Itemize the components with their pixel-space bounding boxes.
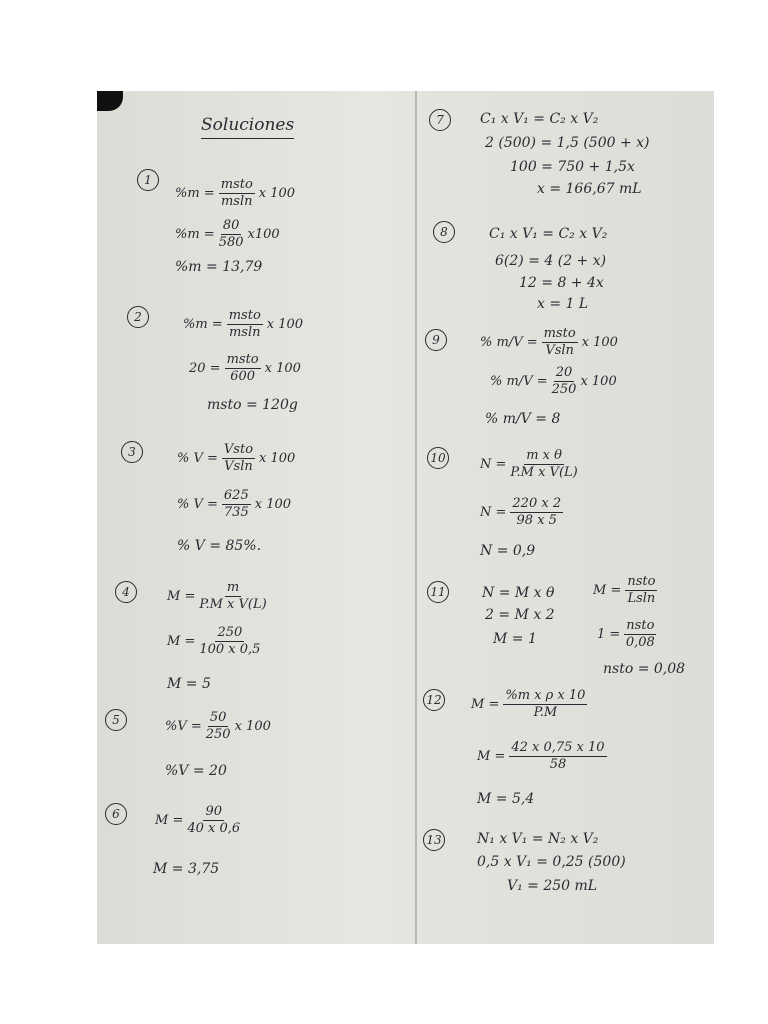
- solution-13-line-2: 0,5 x V₁ = 0,25 (500): [477, 854, 626, 870]
- photo-dark-corner: [97, 91, 123, 111]
- solution-11-right-result: nsto = 0,08: [603, 661, 686, 677]
- problem-number-8: 8: [433, 221, 455, 243]
- solution-4-line-2: M = $\frac{250}{100 x 0,5}$: [167, 625, 261, 657]
- solution-11-line-3: M = 1: [493, 631, 537, 647]
- problem-number-4: 4: [115, 581, 137, 603]
- solution-7-line-2: 2 (500) = 1,5 (500 + x): [485, 135, 650, 151]
- problem-number-6: 6: [105, 803, 127, 825]
- solution-1-line-1: %m = msto msln x 100: [175, 177, 296, 209]
- solution-4-line-1: M = $\frac{m}{\text{P.M x V(L)}}$: [167, 580, 267, 612]
- solution-8-line-1: C₁ x V₁ = C₂ x V₂: [489, 226, 608, 242]
- problem-number-12: 12: [423, 689, 445, 711]
- solution-7-line-3: 100 = 750 + 1,5x: [510, 159, 635, 175]
- solution-9-line-2: % m/V = $\frac{20}{250}$ x 100: [490, 365, 617, 397]
- solution-12-line-2: M = $\frac{42 x 0,75 x 10}{58}$: [477, 740, 605, 772]
- solution-10-line-1: N = $\frac{\text{m x θ}}{\text{P.M x V(L)}}$: [480, 448, 578, 480]
- problem-number-13: 13: [423, 829, 445, 851]
- solution-11-line-2: 2 = M x 2: [485, 607, 555, 623]
- page-title: Soluciones: [201, 115, 294, 139]
- solution-6-line-1: M = $\frac{90}{40 x 0,6}$: [155, 804, 241, 836]
- solution-3-line-2: % V = $\frac{625}{735}$ x 100: [177, 488, 292, 520]
- solution-2-result: msto = 120g: [207, 397, 298, 413]
- solution-2-line-2: 20 = msto 600 x 100: [189, 352, 301, 384]
- problem-number-7: 7: [429, 109, 451, 131]
- solution-6-result: M = 3,75: [153, 861, 220, 877]
- solution-5-line-1: %V = $\frac{50}{250}$ x 100: [165, 710, 271, 742]
- problem-number-10: 10: [427, 447, 449, 469]
- solution-12-result: M = 5,4: [477, 791, 535, 807]
- solution-13-result: V₁ = 250 mL: [507, 878, 598, 894]
- solution-10-result: N = 0,9: [480, 543, 536, 559]
- problem-number-1: 1: [137, 169, 159, 191]
- solution-5-result: %V = 20: [165, 763, 227, 779]
- solution-10-line-2: N = $\frac{220 x 2}{98 x 5}$: [480, 496, 562, 528]
- solution-3-result: % V = 85%.: [177, 538, 262, 554]
- page-fold-line: [415, 91, 417, 944]
- solution-8-line-2: 6(2) = 4 (2 + x): [495, 253, 607, 269]
- solution-7-result: x = 166,67 mL: [537, 181, 642, 197]
- solution-9-result: % m/V = 8: [485, 411, 561, 427]
- solution-4-result: M = 5: [167, 676, 211, 692]
- problem-number-9: 9: [425, 329, 447, 351]
- solution-9-line-1: % m/V = msto Vsln x 100: [480, 326, 618, 358]
- solution-8-result: x = 1 L: [537, 296, 589, 312]
- problem-number-5: 5: [105, 709, 127, 731]
- solution-3-line-1: % V = Vsto Vsln x 100: [177, 442, 296, 474]
- solution-1-line-2: %m = $\frac{80}{580}$ x100: [175, 218, 280, 250]
- solution-1-result: %m = 13,79: [175, 259, 263, 275]
- problem-number-3: 3: [121, 441, 143, 463]
- solution-13-line-1: N₁ x V₁ = N₂ x V₂: [477, 831, 599, 847]
- problem-number-11: 11: [427, 581, 449, 603]
- solution-7-line-1: C₁ x V₁ = C₂ x V₂: [480, 111, 599, 127]
- notebook-photo: [97, 91, 714, 944]
- problem-number-2: 2: [127, 306, 149, 328]
- solution-11-line-1: N = M x θ: [482, 585, 555, 601]
- solution-11-right-line-2: 1 = nsto 0,08: [597, 618, 655, 650]
- solution-2-line-1: %m = msto msln x 100: [183, 308, 304, 340]
- solution-11-right-line-1: M = nsto Lsln: [593, 574, 656, 606]
- solution-8-line-3: 12 = 8 + 4x: [519, 275, 604, 291]
- solution-12-line-1: M = $\frac{\text{\%m x ρ x 10}}{P.M}$: [471, 688, 586, 720]
